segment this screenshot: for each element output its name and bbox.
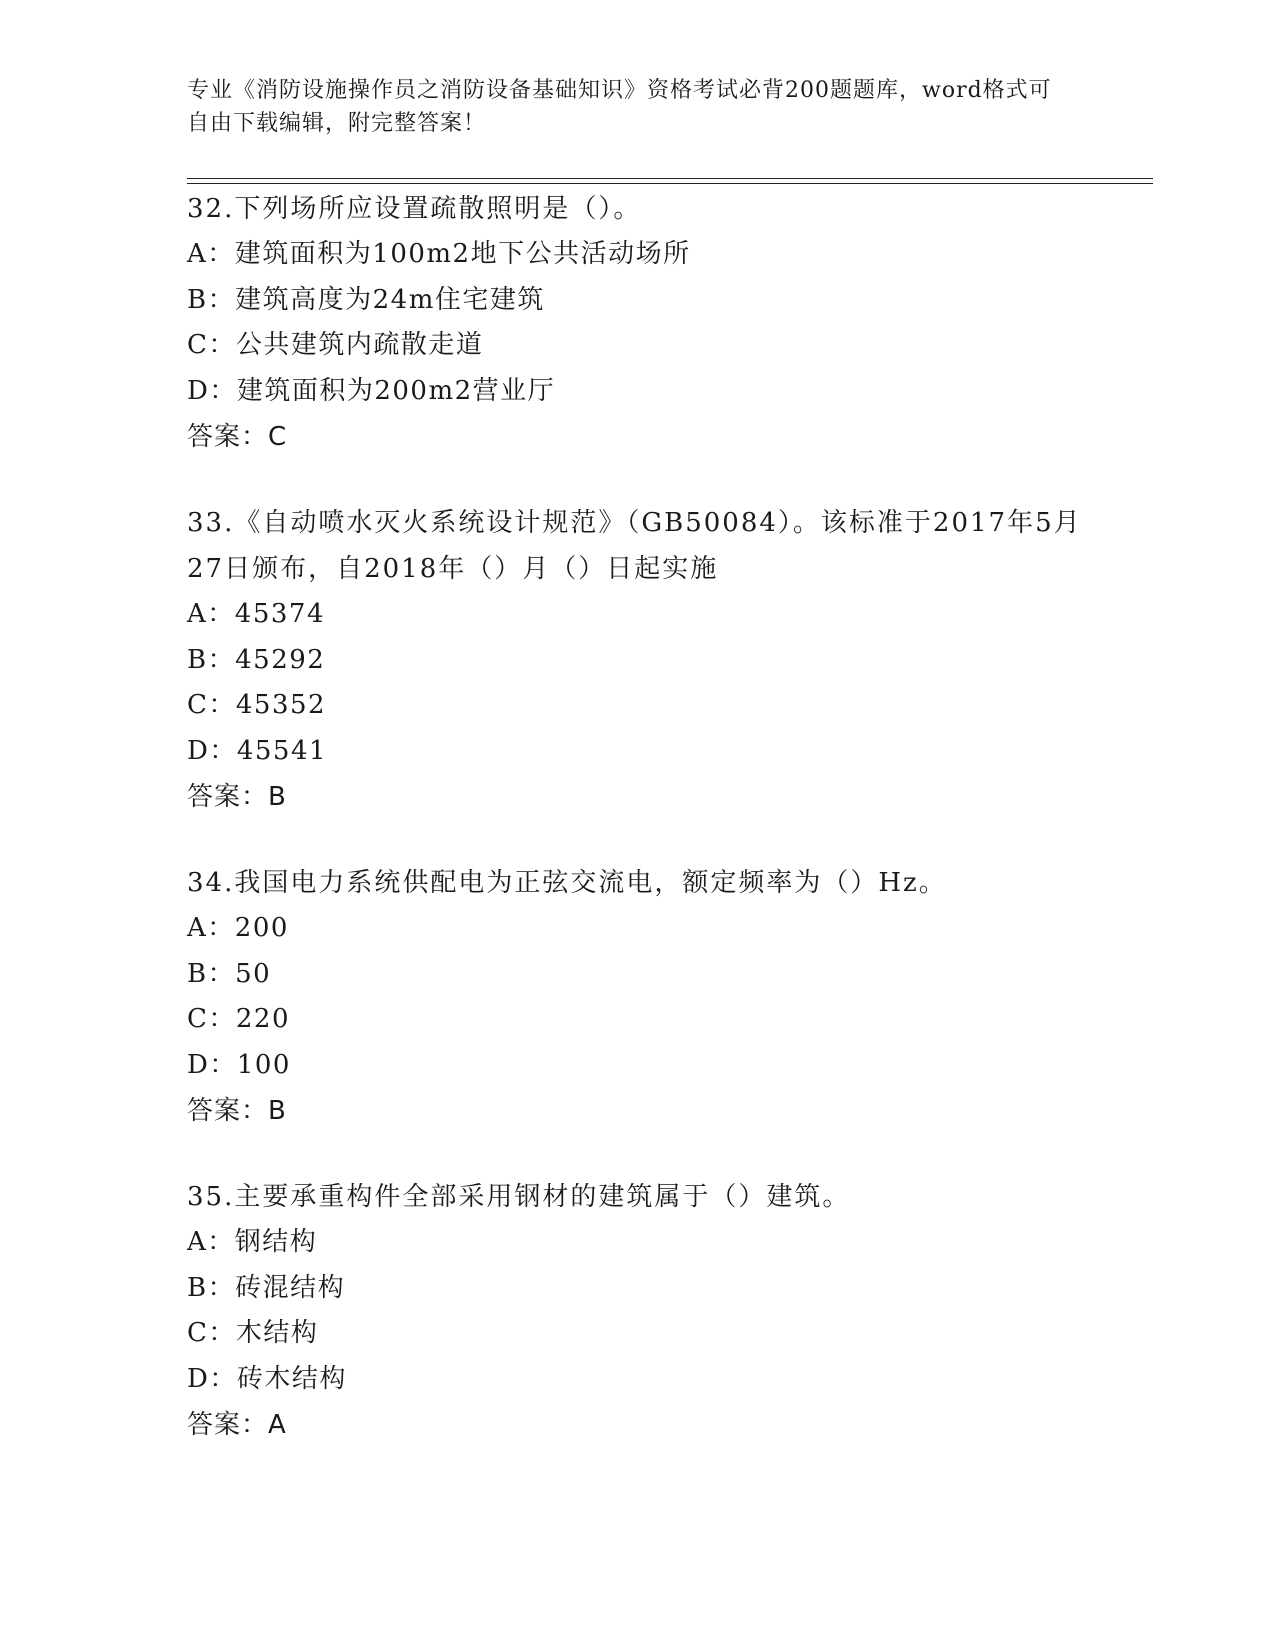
option-d: D：45541 [187,735,328,766]
answer: 答案：B [187,1096,287,1126]
answer: 答案：B [187,782,287,812]
option-c: C：木结构 [187,1318,319,1348]
question-33 [187,500,1087,820]
option-b: B：建筑高度为24m住宅建筑 [187,284,545,315]
option-d: D：砖木结构 [187,1363,347,1394]
question-32 [187,186,1087,460]
option-a: A：45374 [187,599,325,629]
option-a: A：钢结构 [187,1227,318,1257]
option-d: D：建筑面积为200m2营业厅 [187,375,556,406]
question-35 [187,1174,1087,1448]
option-a: A：建筑面积为100m2地下公共活动场所 [187,239,691,269]
question-title: 33.《自动喷水灭火系统设计规范》（GB50084）。该标准于2017年5月27日颁布，自2018年（）月（）日起实施 [187,508,1082,584]
answer: 答案：A [187,1410,287,1440]
option-d: D：100 [187,1049,291,1080]
option-c: C：公共建筑内疏散走道 [187,330,484,360]
option-b: B：50 [187,958,272,989]
option-c: C：220 [187,1004,291,1034]
question-title: 32.下列场所应设置疏散照明是（）。 [187,194,642,224]
option-b: B：45292 [187,644,326,675]
option-a: A：200 [187,913,289,943]
question-list [187,186,1087,1488]
option-b: B：砖混结构 [187,1272,346,1303]
answer: 答案：C [187,422,288,452]
question-34 [187,860,1087,1134]
question-title: 34.我国电力系统供配电为正弦交流电，额定频率为（）Hz。 [187,868,947,898]
header-divider-bottom [187,183,1153,184]
question-title: 35.主要承重构件全部采用钢材的建筑属于（）建筑。 [187,1182,851,1212]
header-divider-top [187,178,1153,179]
document-header: 专业《消防设施操作员之消防设备基础知识》资格考试必背200题题库，word格式可自由下载编辑，附完整答案！ [187,78,1052,136]
option-c: C：45352 [187,690,327,720]
